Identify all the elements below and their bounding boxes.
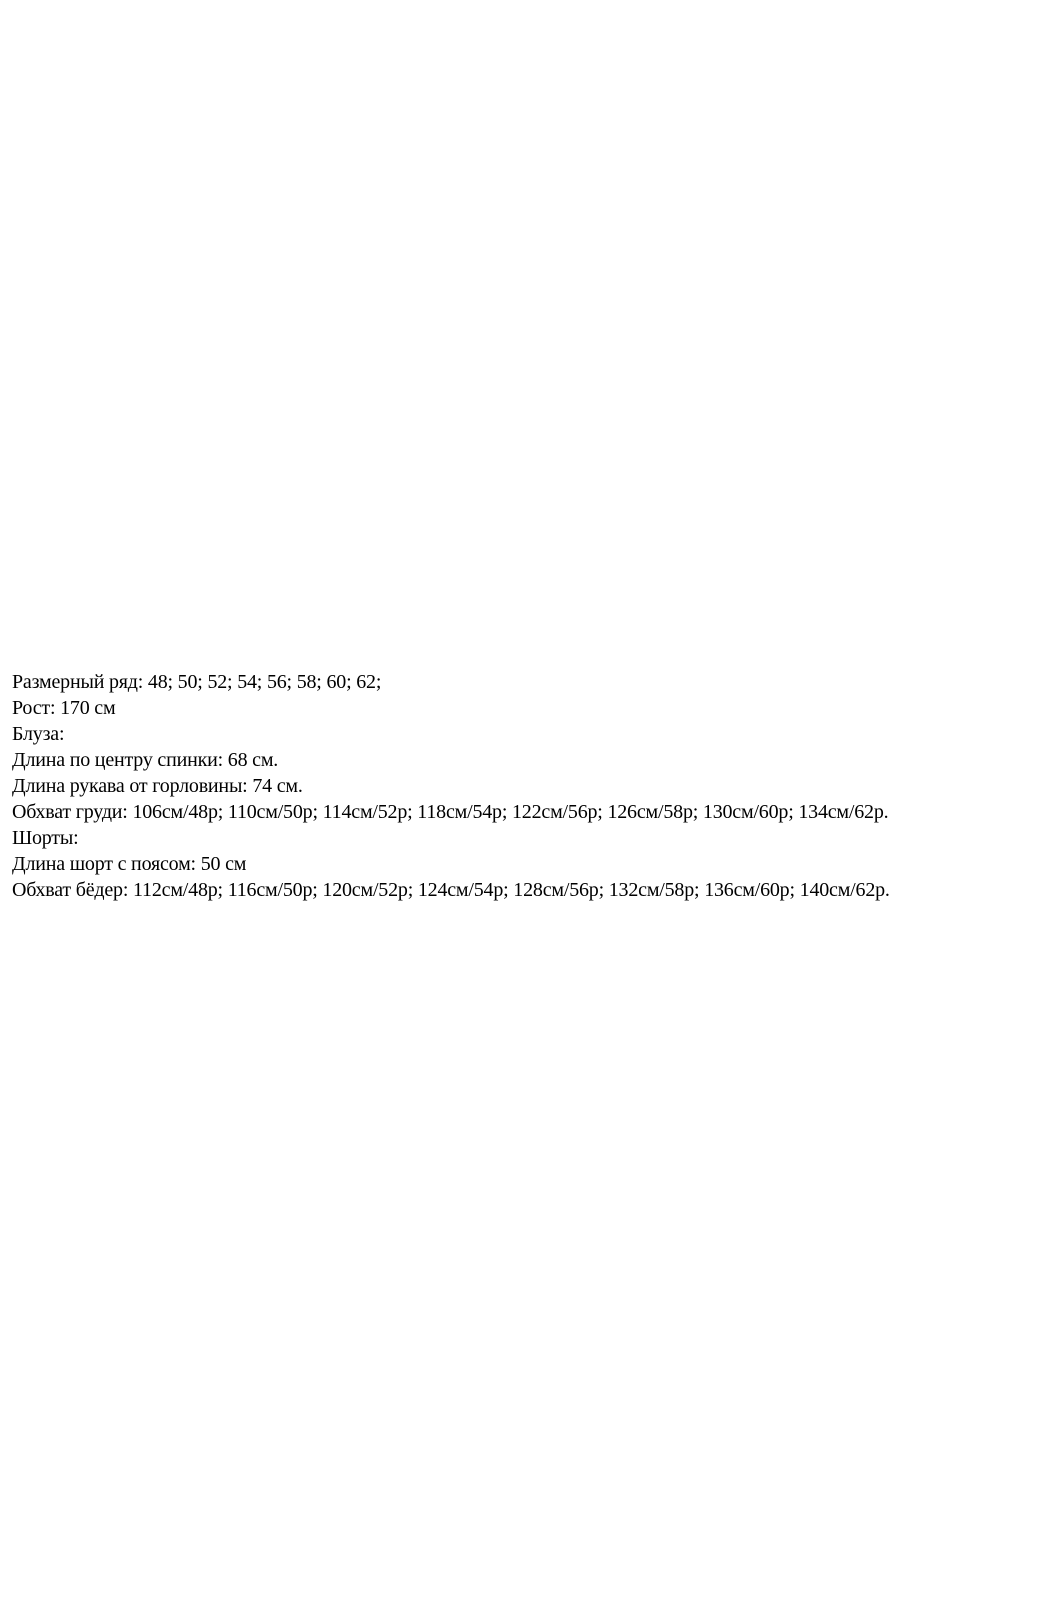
blouse-chest-girth-line: Обхват груди: 106см/48р; 110см/50р; 114см/52р; 118см/54р; 122см/56р; 126см/58р; 130см/60р; 134см/62р. (12, 801, 889, 823)
shorts-heading: Шорты: (12, 827, 79, 849)
blouse-back-length-line: Длина по центру спинки: 68 см. (12, 749, 279, 771)
height-line: Рост: 170 см (12, 697, 116, 719)
shorts-hip-girth-line: Обхват бёдер: 112см/48р; 116см/50р; 120см/52р; 124см/54р; 128см/56р; 132см/58р; 136см/60р; 140см/62р. (12, 879, 890, 901)
shorts-length-line: Длина шорт с поясом: 50 см (12, 853, 247, 875)
size-chart-text (12, 669, 1052, 903)
blouse-heading: Блуза: (12, 723, 65, 745)
blouse-sleeve-length-line: Длина рукава от горловины: 74 см. (12, 775, 303, 797)
size-range-line: Размерный ряд: 48; 50; 52; 54; 56; 58; 60; 62; (12, 671, 382, 693)
